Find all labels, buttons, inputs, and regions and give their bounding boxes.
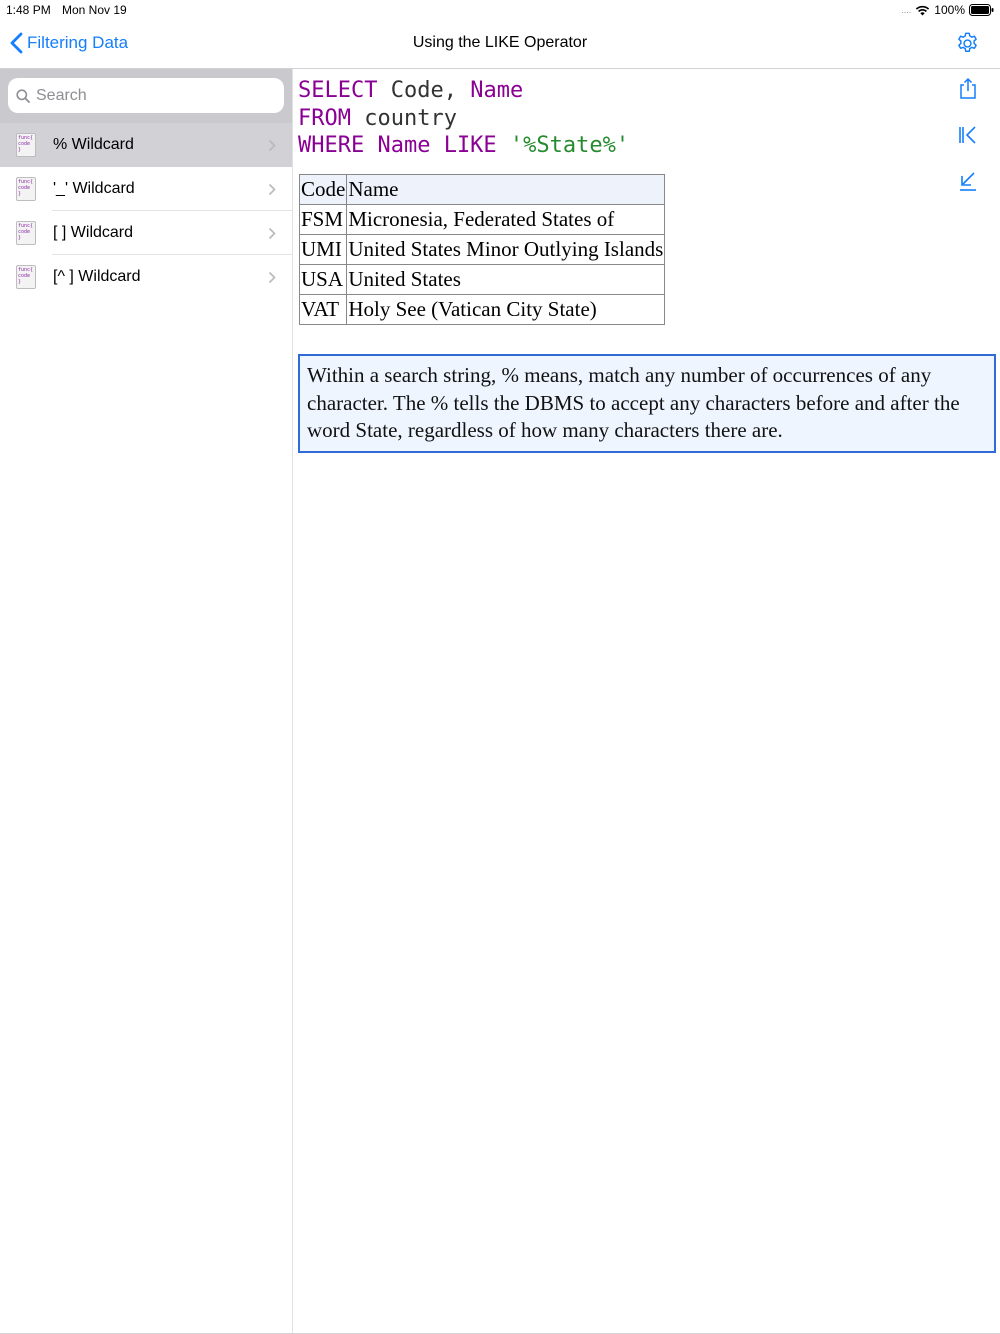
status-time: 1:48 PM (6, 3, 51, 17)
search-bar (0, 69, 292, 123)
table-cell: United States (347, 265, 665, 295)
list-item-underscore-wildcard[interactable] (0, 167, 292, 211)
sql-string: '%State%' (496, 133, 630, 158)
gear-icon (955, 31, 980, 56)
sql-keyword: FROM (298, 105, 351, 131)
sql-text: Code, (377, 78, 471, 103)
sql-keyword: SELECT (298, 78, 378, 103)
sql-text: country (350, 105, 457, 131)
explanation-box: Within a search string, % means, match any number of occurrences of any character. The % tells the DBMS to accept any characters before and after the word State, regardless of how many characters there are. (298, 354, 996, 453)
signal-icon: .... (901, 5, 912, 15)
search-input[interactable] (36, 87, 266, 105)
settings-button[interactable] (955, 31, 980, 61)
column-header: Code (300, 175, 347, 205)
column-header: Name (347, 175, 665, 205)
chevron-right-icon (268, 139, 276, 152)
status-right (901, 3, 994, 17)
list-item-label: [ ] Wildcard (53, 224, 134, 241)
table-cell: FSM (300, 205, 347, 235)
table-cell: United States Minor Outlying Islands (347, 235, 665, 265)
list-item-label: [^ ] Wildcard (53, 268, 141, 285)
status-date: Mon Nov 19 (62, 3, 127, 17)
table-row (300, 295, 665, 325)
collapse-down-icon[interactable] (956, 169, 980, 193)
search-box[interactable] (8, 78, 284, 113)
share-icon[interactable] (956, 77, 980, 101)
list-item-label: '_' Wildcard (53, 180, 135, 197)
wifi-icon (915, 5, 930, 16)
sql-keyword: Name (470, 78, 524, 103)
battery-percent: 100% (934, 3, 965, 17)
list-item-brackets-wildcard[interactable] (0, 211, 292, 255)
table-cell: VAT (300, 295, 347, 325)
list-item-negated-brackets-wildcard[interactable] (0, 255, 292, 299)
table-cell: USA (300, 265, 347, 295)
list-item-label: % Wildcard (53, 136, 134, 153)
detail-pane (293, 69, 1000, 1334)
back-button-label: Filtering Data (27, 33, 129, 52)
page-title: Using the LIKE Operator (412, 34, 588, 51)
chevron-right-icon (268, 271, 276, 284)
table-cell: Micronesia, Federated States of (347, 205, 665, 235)
topic-list (0, 123, 292, 299)
result-table (299, 174, 665, 325)
sidebar (0, 69, 293, 1334)
chevron-right-icon (268, 227, 276, 240)
battery-icon (969, 4, 994, 16)
code-icon: func{ code } (16, 133, 36, 157)
table-cell: UMI (300, 235, 347, 265)
code-icon: func{ code } (16, 221, 36, 245)
first-page-icon[interactable] (956, 123, 980, 147)
navigation-bar (0, 20, 1000, 69)
list-item-percent-wildcard[interactable] (0, 123, 292, 167)
side-toolbar (956, 77, 980, 215)
table-row (300, 205, 665, 235)
status-bar (0, 0, 1000, 20)
chevron-right-icon (268, 183, 276, 196)
code-icon: func{ code } (16, 177, 36, 201)
search-icon (16, 89, 30, 103)
table-cell: Holy See (Vatican City State) (347, 295, 665, 325)
table-row (300, 235, 665, 265)
sql-keyword: WHERE Name LIKE (298, 133, 497, 158)
code-icon: func{ code } (16, 265, 36, 289)
table-header-row (300, 175, 665, 205)
sql-query (298, 77, 629, 160)
table-row (300, 265, 665, 295)
